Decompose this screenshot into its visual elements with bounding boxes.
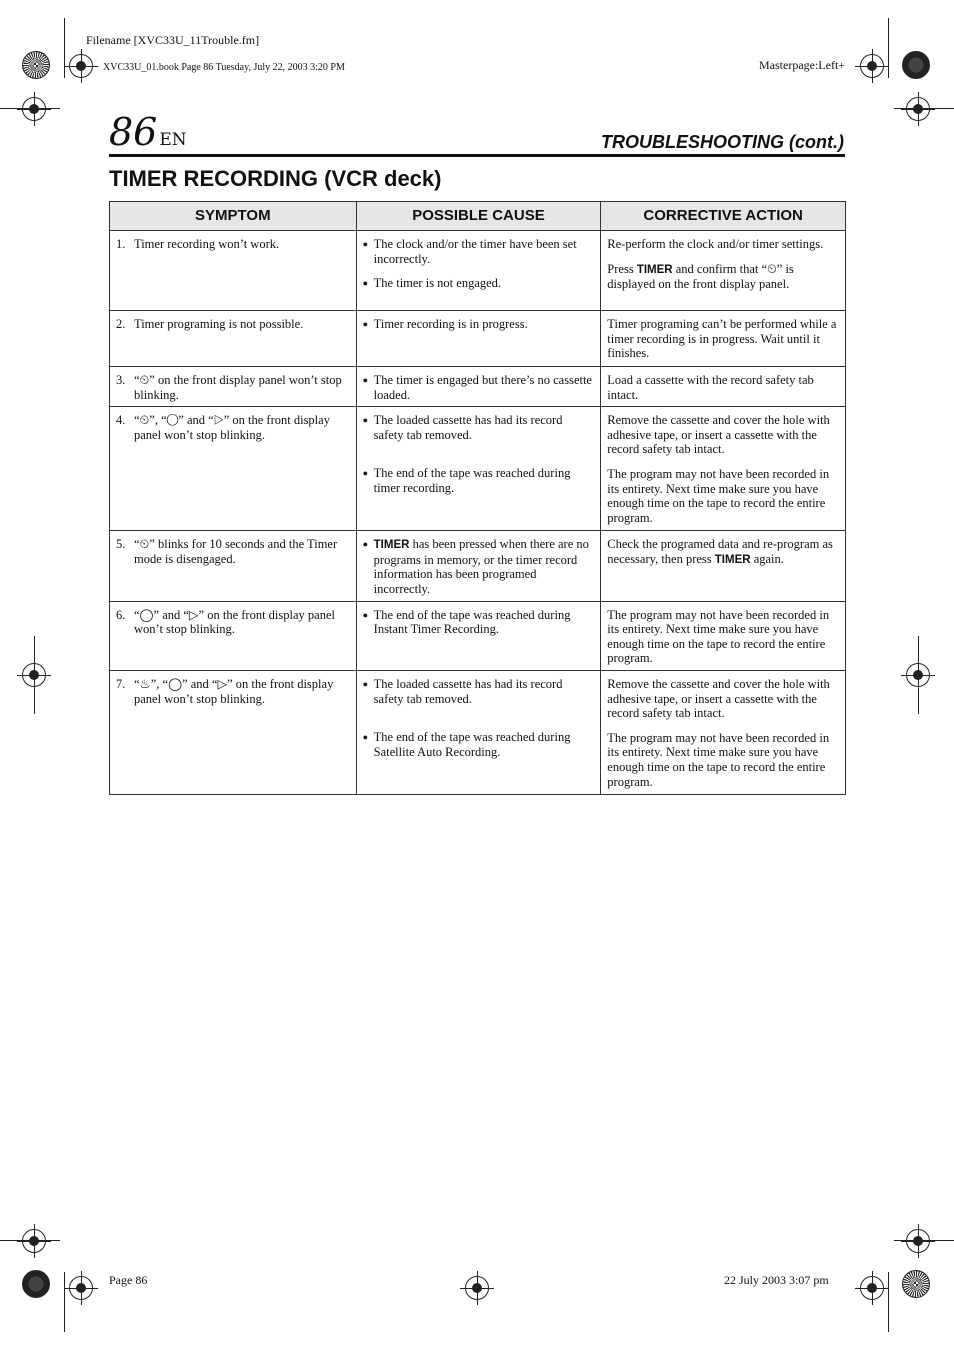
section-header: TROUBLESHOOTING (cont.) (601, 132, 844, 152)
action-text: The program may not have been recorded in its entirety. Next time make sure you have enough time on the tape to record the entire program. (607, 466, 830, 525)
print-masterpage: Masterpage:Left+ (759, 58, 846, 72)
cause-cell (356, 531, 601, 601)
table-row (110, 231, 846, 311)
symptom-text: Timer programing is not possible. (134, 317, 304, 331)
action-text: Remove the cassette and cover the hole with adhesive tape, or insert a cassette with the record safety tab intact. (607, 413, 830, 457)
symptom-text: “♨”, “◯” and “▷” on the front display panel won’t stop blinking. (134, 676, 334, 706)
symptom-number: 4. (116, 413, 126, 428)
symptom-number: 6. (116, 607, 126, 622)
cause-text: The clock and/or the timer have been set incorrectly. (373, 237, 577, 266)
symptom-cell (110, 670, 357, 794)
action-text: The program may not have been recorded in its entirety. Next time make sure you have enough time on the tape to record the entire program. (607, 730, 830, 789)
page-number (109, 110, 187, 154)
cause-text: The end of the tape was reached during Satellite Auto Recording. (373, 730, 571, 759)
registration-crosshair-icon (465, 1276, 489, 1300)
symptom-cell (110, 407, 357, 531)
registration-crosshair-icon (22, 97, 46, 121)
footer-date: 22 July 2003 3:07 pm (724, 1273, 829, 1287)
registration-crosshair-icon (69, 1276, 93, 1300)
action-cell (601, 231, 846, 311)
action-text: Press TIMER and confirm that “⏲” is displayed on the front display panel. (607, 261, 794, 292)
symptom-text: “◯” and “▷” on the front display panel won’t stop blinking. (134, 607, 335, 637)
action-text: The program may not have been recorded in its entirety. Next time make sure you have enough time on the tape to record the entire program. (607, 607, 830, 666)
registration-crosshair-icon (906, 1229, 930, 1253)
action-cell (601, 531, 846, 601)
cause-text: The timer is engaged but there’s no cassette loaded. (373, 373, 592, 402)
bullet-icon: ● (362, 278, 369, 289)
bullet-icon: ● (362, 732, 369, 743)
cause-text: TIMER has been pressed when there are no programs in memory, or the timer record information has been programed incorrectly. (373, 537, 589, 596)
action-cell (601, 407, 846, 531)
table-row (110, 531, 846, 601)
action-text: Remove the cassette and cover the hole with adhesive tape, or insert a cassette with the record safety tab intact. (607, 676, 830, 721)
registration-crosshair-icon (860, 54, 884, 78)
registration-disc-icon (902, 1270, 930, 1298)
registration-disc-icon (22, 1270, 50, 1298)
cause-text: The end of the tape was reached during Instant Timer Recording. (373, 607, 571, 637)
registration-crosshair-icon (22, 663, 46, 687)
symptom-number: 7. (116, 676, 126, 691)
registration-crosshair-icon (906, 663, 930, 687)
bullet-icon: ● (362, 415, 369, 426)
cause-text: The loaded cassette has had its record safety tab removed. (373, 676, 563, 706)
table-row (110, 601, 846, 670)
registration-crosshair-icon (22, 1229, 46, 1253)
cause-text: The end of the tape was reached during timer recording. (373, 466, 571, 495)
crop-mark (888, 1272, 889, 1332)
action-cell (601, 311, 846, 367)
registration-disc-icon (22, 51, 50, 79)
action-text: Re-perform the clock and/or timer settings. (607, 237, 824, 251)
action-cell (601, 601, 846, 670)
bullet-icon: ● (362, 609, 369, 620)
symptom-cell (110, 601, 357, 670)
print-book-line: XVC33U_01.book Page 86 Tuesday, July 22, 2003 3:20 PM (103, 62, 345, 73)
table-header-row (110, 202, 846, 231)
bullet-icon: ● (362, 239, 369, 249)
symptom-text: “⏲” on the front display panel won’t stop blinking. (134, 373, 342, 402)
action-text: Timer programing can’t be performed while a timer recording is in progress. Wait until it finishes. (607, 317, 837, 361)
registration-crosshair-icon (906, 97, 930, 121)
symptom-number: 1. (116, 237, 126, 251)
page-number-value: 86 (109, 110, 158, 154)
action-cell (601, 670, 846, 794)
cause-cell (356, 407, 601, 531)
bullet-icon: ● (362, 678, 369, 689)
action-cell (601, 367, 846, 407)
page-lang: EN (159, 130, 187, 150)
action-text: Load a cassette with the record safety tab intact. (607, 373, 814, 402)
bullet-icon: ● (362, 468, 369, 479)
table-row (110, 407, 846, 531)
footer-page: Page 86 (109, 1273, 148, 1287)
table-row (110, 367, 846, 407)
cause-cell (356, 670, 601, 794)
print-filename: Filename [XVC33U_11Trouble.fm] (86, 33, 260, 47)
symptom-text: “⏲”, “◯” and “▷” on the front display panel won’t stop blinking. (134, 413, 330, 442)
table-row (110, 311, 846, 367)
crop-mark (888, 18, 889, 78)
bullet-icon: ● (362, 319, 369, 329)
cause-text: Timer recording is in progress. (373, 317, 528, 331)
column-header-cause: POSSIBLE CAUSE (356, 202, 601, 231)
crop-mark (64, 1272, 65, 1332)
symptom-number: 5. (116, 537, 126, 552)
symptom-cell (110, 311, 357, 367)
symptom-number: 3. (116, 373, 126, 387)
column-header-action: CORRECTIVE ACTION (601, 202, 846, 231)
troubleshooting-table (109, 201, 846, 795)
table-row (110, 670, 846, 794)
cause-text: The timer is not engaged. (373, 276, 502, 291)
cause-cell (356, 601, 601, 670)
bullet-icon: ● (362, 375, 369, 385)
column-header-symptom: SYMPTOM (110, 202, 357, 231)
cause-text: The loaded cassette has had its record safety tab removed. (373, 413, 563, 442)
symptom-number: 2. (116, 317, 126, 331)
registration-crosshair-icon (69, 54, 93, 78)
symptom-cell (110, 531, 357, 601)
header-rule (109, 154, 845, 157)
cause-cell (356, 311, 601, 367)
symptom-cell (110, 367, 357, 407)
symptom-cell (110, 231, 357, 311)
page-title: TIMER RECORDING (VCR deck) (109, 166, 442, 191)
symptom-text: “⏲” blinks for 10 seconds and the Timer mode is disengaged. (134, 537, 338, 566)
action-text: Check the programed data and re-program as necessary, then press TIMER again. (607, 537, 833, 566)
cause-cell (356, 367, 601, 407)
registration-crosshair-icon (860, 1276, 884, 1300)
cause-cell (356, 231, 601, 311)
crop-mark (64, 18, 65, 78)
bullet-icon: ● (362, 539, 369, 550)
registration-disc-icon (902, 51, 930, 79)
symptom-text: Timer recording won’t work. (134, 237, 280, 251)
